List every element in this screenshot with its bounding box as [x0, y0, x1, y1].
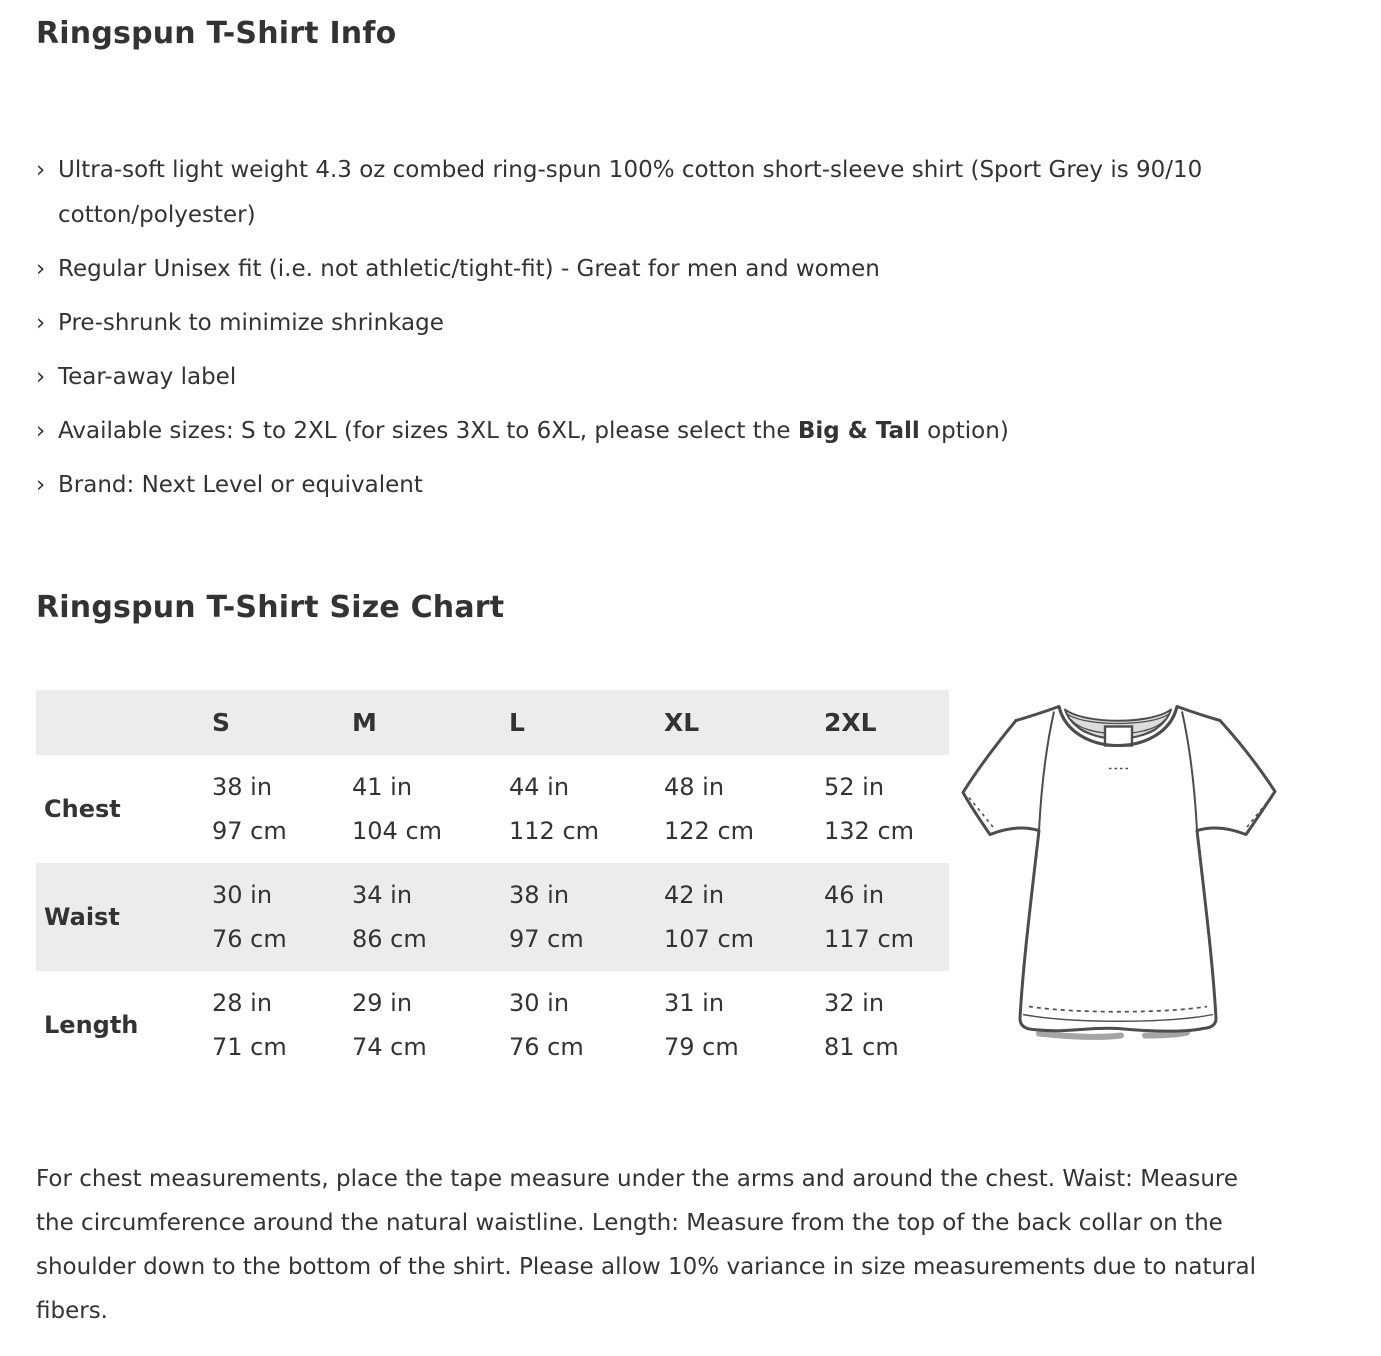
cell-waist-xl: 42 in 107 cm	[664, 881, 755, 953]
cell-chest-s: 38 in 97 cm	[212, 773, 287, 845]
cell-chest-m: 41 in 104 cm	[352, 773, 443, 845]
cell-length-m: 29 in 74 cm	[352, 989, 427, 1061]
cell-chest-xl: 48 in 122 cm	[664, 773, 755, 845]
bullet-chevron-icon: ›	[36, 472, 46, 498]
table-row-chest	[36, 755, 949, 863]
cell-length-xl: 31 in 79 cm	[664, 989, 739, 1061]
table-row-length	[36, 971, 949, 1079]
cell-chest-2xl: 52 in 132 cm	[824, 773, 915, 845]
column-header-xl: XL	[664, 690, 824, 755]
size-chart-corner-cell	[36, 690, 212, 755]
bullet-chevron-icon: ›	[36, 310, 46, 336]
column-header-l: L	[509, 690, 664, 755]
feature-item	[36, 355, 1336, 400]
size-chart-title: Ringspun T-Shirt Size Chart	[36, 590, 505, 625]
page-title: Ringspun T-Shirt Info	[36, 16, 397, 51]
cell-length-l: 30 in 76 cm	[509, 989, 584, 1061]
feature-text-bold: Big & Tall	[797, 418, 920, 444]
size-chart-table	[36, 690, 949, 1079]
bullet-chevron-icon: ›	[36, 364, 46, 390]
feature-text: Ultra-soft light weight 4.3 oz combed ring-spun 100% cotton short-sleeve shirt (Sport Grey is 90/10 cotton/polyester)	[58, 157, 1203, 228]
row-label-length: Length	[44, 1011, 139, 1039]
cell-chest-l: 44 in 112 cm	[509, 773, 600, 845]
size-chart-section	[36, 690, 1345, 1079]
cell-length-2xl: 32 in 81 cm	[824, 989, 899, 1061]
feature-item	[36, 301, 1336, 346]
column-header-m: M	[352, 690, 509, 755]
feature-text: Available sizes: S to 2XL (for sizes 3XL to 6XL, please select the	[58, 418, 798, 444]
feature-list	[36, 148, 1345, 508]
row-label-waist: Waist	[44, 903, 120, 931]
feature-item	[36, 148, 1336, 238]
t-shirt-illustration	[959, 694, 1281, 1048]
bullet-chevron-icon: ›	[36, 256, 46, 282]
feature-text: option)	[919, 418, 1009, 444]
row-label-chest: Chest	[44, 795, 121, 823]
cell-waist-s: 30 in 76 cm	[212, 881, 287, 953]
feature-text: Pre-shrunk to minimize shrinkage	[58, 310, 444, 336]
column-header-2xl: 2XL	[824, 690, 949, 755]
table-row-waist	[36, 863, 949, 971]
feature-item	[36, 409, 1336, 454]
cell-length-s: 28 in 71 cm	[212, 989, 287, 1061]
feature-item	[36, 463, 1336, 508]
measurement-instructions: For chest measurements, place the tape measure under the arms and around the chest. Waist: Measure the circumference around the natural waistline. Length: Measure from the top of the back collar on the shoulder down to the bottom of the shirt. Please allow 10% variance in size measurements due to natural fibers.	[36, 1166, 1256, 1324]
size-chart-header-row	[36, 690, 949, 755]
bullet-chevron-icon: ›	[36, 418, 46, 444]
feature-item	[36, 247, 1336, 292]
column-header-s: S	[212, 690, 352, 755]
cell-waist-l: 38 in 97 cm	[509, 881, 584, 953]
cell-waist-m: 34 in 86 cm	[352, 881, 427, 953]
feature-text: Brand: Next Level or equivalent	[58, 472, 423, 498]
feature-text: Regular Unisex fit (i.e. not athletic/tight-fit) - Great for men and women	[58, 256, 880, 282]
t-shirt-line-drawing-icon	[959, 694, 1281, 1044]
feature-text: Tear-away label	[58, 364, 237, 390]
cell-waist-2xl: 46 in 117 cm	[824, 881, 915, 953]
bullet-chevron-icon: ›	[36, 157, 46, 183]
